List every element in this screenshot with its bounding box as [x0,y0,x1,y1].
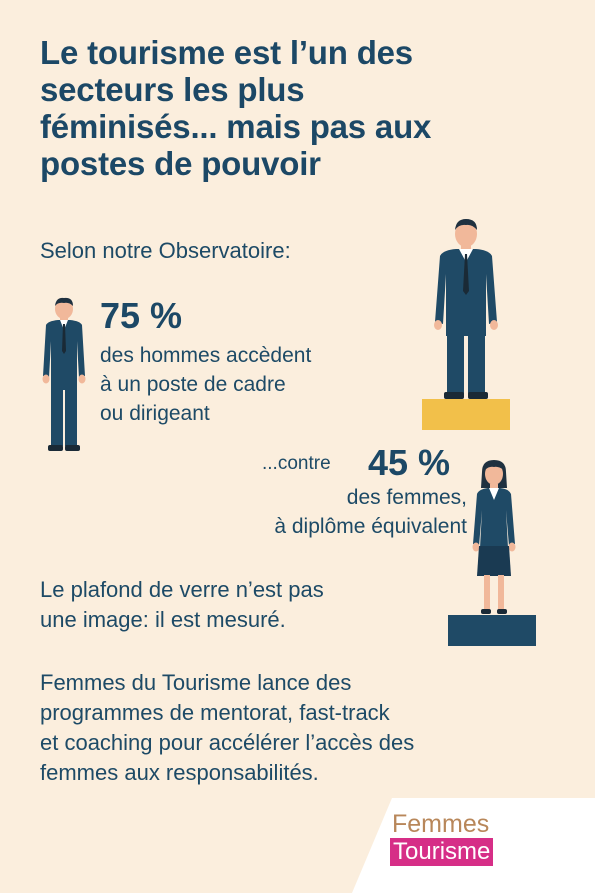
women-description-line-1: des femmes, [346,486,467,509]
plafond-line-1: Le plafond de verre n’est pas [40,577,324,602]
plafond-line-2: une image: il est mesuré. [40,607,286,632]
contre-label: ...contre [262,453,331,474]
programme-line-2: programmes de mentorat, fast-track [40,700,390,725]
title-line-4: postes de pouvoir [40,145,321,182]
programme-line-1: Femmes du Tourisme lance des [40,670,352,695]
programme-line-4: femmes aux responsabilités. [40,760,319,785]
men-description-line-3: ou dirigeant [100,402,210,425]
men-description-line-2: à un poste de cadre [100,373,286,396]
intro-text: Selon notre Observatoire: [40,238,291,263]
title-line-3: féminisés... mais pas aux [40,108,432,145]
title-line-2: secteurs les plus [40,71,305,108]
page-title [40,34,570,182]
programme-line-3: et coaching pour accélérer l’accès des [40,730,415,755]
woman-on-podium-icon [446,458,538,650]
women-description-line-2: à diplôme équivalent [274,515,467,538]
men-description-line-1: des hommes accèdent [100,344,312,367]
programme-statement [40,668,560,788]
logo-tourisme-text: Tourisme [390,838,493,866]
man-on-podium-icon [420,216,516,436]
plafond-statement [40,575,324,635]
logo-femmes-text: Femmes [392,810,490,838]
women-description [274,483,467,541]
men-description [100,341,311,428]
man-small-icon [36,296,92,456]
women-percentage: 45 % [368,442,451,483]
title-line-1: Le tourisme est l’un des [40,34,413,71]
men-percentage: 75 % [100,295,183,336]
